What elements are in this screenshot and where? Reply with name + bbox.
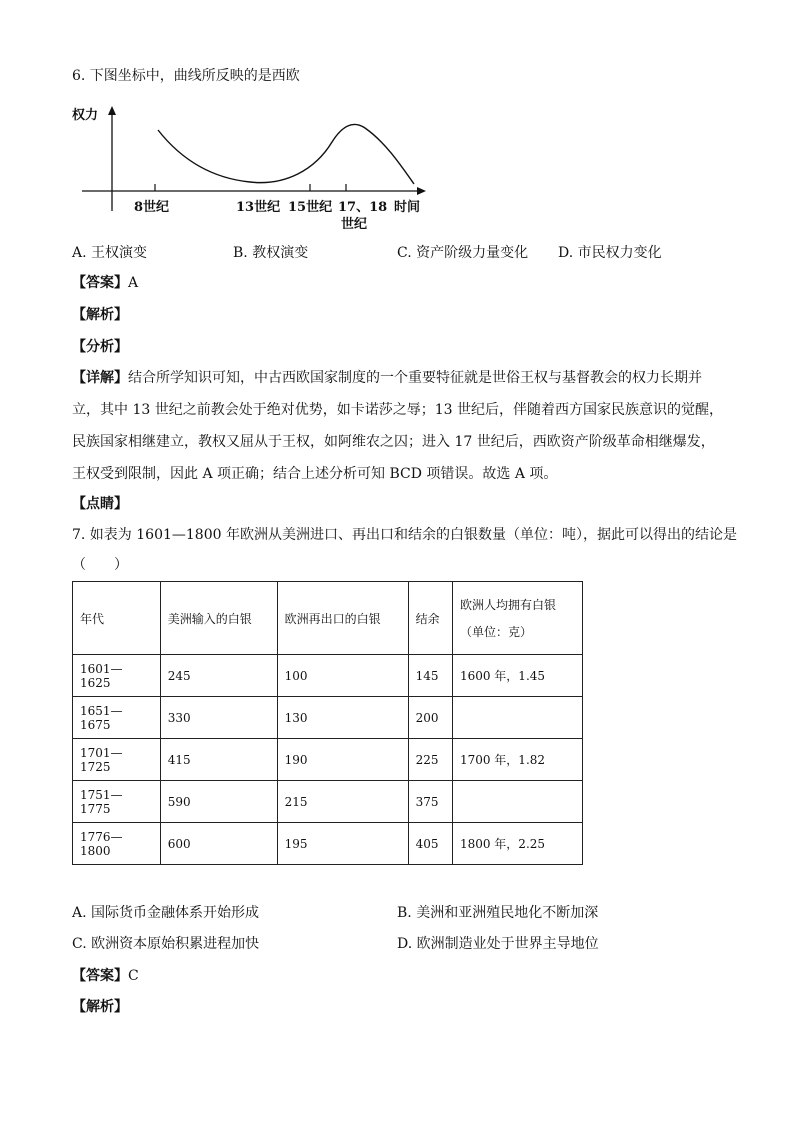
analysis-tag: 【解析】: [72, 307, 128, 323]
table-cell: 1701—1725: [73, 739, 161, 781]
detail-line: 立，其中 13 世纪之前教会处于绝对优势，如卡诺莎之辱；13 世纪后，伴随着西方国家民族意识的觉醒，: [72, 402, 723, 418]
tick-label-17-18: 17、18: [338, 200, 388, 215]
detail-tag: 【详解】: [72, 370, 128, 386]
q7-paren: （ ）: [72, 557, 128, 573]
q6-option-b: B. 教权演变: [233, 245, 309, 261]
table-cell: 600: [160, 823, 277, 865]
table-cell: 1601—1625: [73, 655, 161, 697]
y-axis-arrow-icon: [108, 106, 116, 115]
table-cell: 195: [277, 823, 408, 865]
detail-line: 民族国家相继建立，教权又屈从于王权，如阿维农之囚；进入 17 世纪后，西欧资产阶级革命相继爆发，: [72, 434, 715, 450]
silver-table: [72, 581, 583, 865]
table-cell: 1651—1675: [73, 697, 161, 739]
answer-value: A: [128, 275, 139, 291]
table-cell: [452, 697, 582, 739]
table-cell: 415: [160, 739, 277, 781]
table-cell: 130: [277, 697, 408, 739]
header-cell: 欧洲再出口的白银: [277, 582, 408, 655]
q7-answer-line: [72, 966, 139, 986]
fenxi-tag: 【分析】: [72, 339, 128, 355]
table-cell: 330: [160, 697, 277, 739]
q7-option-d: D. 欧洲制造业处于世界主导地位: [397, 936, 599, 952]
table-cell: 215: [277, 781, 408, 823]
tick-label-15c: 15世纪: [288, 200, 333, 215]
table-cell: 1600 年，1.45: [452, 655, 582, 697]
table-cell: 190: [277, 739, 408, 781]
tick-label-century: 世纪: [341, 217, 368, 232]
tick-label-8c: 8世纪: [134, 200, 170, 215]
analysis-tag: 【解析】: [72, 999, 128, 1015]
y-axis-label: 权力: [72, 108, 99, 123]
header-cell: 年代: [73, 582, 161, 655]
table-cell: 1800 年，2.25: [452, 823, 582, 865]
table-cell: 375: [408, 781, 452, 823]
power-curve-graph: [70, 98, 440, 238]
detail-line: 王权受到限制，因此 A 项正确；结合上述分析可知 BCD 项错误。故选 A 项。: [72, 466, 558, 482]
q6-detail: [72, 368, 732, 484]
table-cell: 405: [408, 823, 452, 865]
table-cell: 245: [160, 655, 277, 697]
table-cell: 590: [160, 781, 277, 823]
table-row: [73, 739, 583, 781]
table-cell: 200: [408, 697, 452, 739]
q6-option-d: D. 市民权力变化: [558, 245, 662, 261]
q7-option-c: C. 欧洲资本原始积累进程加快: [72, 936, 260, 952]
table-header-row: [73, 582, 583, 655]
table-cell: 1700 年，1.82: [452, 739, 582, 781]
answer-value: C: [128, 968, 139, 984]
answer-tag: 【答案】: [72, 968, 128, 984]
q6-option-a: A. 王权演变: [72, 245, 148, 261]
header-cell: 美洲输入的白银: [160, 582, 277, 655]
q6-answer-line: [72, 273, 138, 293]
table-cell: 145: [408, 655, 452, 697]
tick-label-13c: 13世纪: [236, 200, 281, 215]
table-row: [73, 655, 583, 697]
table-cell: [452, 781, 582, 823]
table-cell: 100: [277, 655, 408, 697]
table-cell: 1776—1800: [73, 823, 161, 865]
header-cell: 结余: [408, 582, 452, 655]
table-row: [73, 823, 583, 865]
table-row: [73, 697, 583, 739]
table-cell: 1751—1775: [73, 781, 161, 823]
dianjing-tag: 【点睛】: [72, 496, 128, 512]
q7-option-a: A. 国际货币金融体系开始形成: [72, 905, 260, 921]
answer-tag: 【答案】: [72, 275, 128, 291]
x-axis-label: 时间: [394, 200, 421, 215]
power-curve: [158, 124, 414, 184]
header-cell: 欧洲人均拥有白银 （单位：克）: [452, 582, 582, 655]
q6-stem: 6. 下图坐标中，曲线所反映的是西欧: [72, 68, 300, 84]
q6-option-c: C. 资产阶级力量变化: [397, 245, 529, 261]
x-axis-arrow-icon: [417, 187, 426, 195]
table-row: [73, 781, 583, 823]
q7-stem: 7. 如表为 1601—1800 年欧洲从美洲进口、再出口和结余的白银数量（单位：吨），据此可以得出的结论是: [72, 527, 737, 543]
q7-option-b: B. 美洲和亚洲殖民地化不断加深: [397, 905, 599, 921]
detail-line: 【详解】结合所学知识可知，中古西欧国家制度的一个重要特征就是世俗王权与基督教会的权力长期并: [72, 370, 702, 386]
table-cell: 225: [408, 739, 452, 781]
